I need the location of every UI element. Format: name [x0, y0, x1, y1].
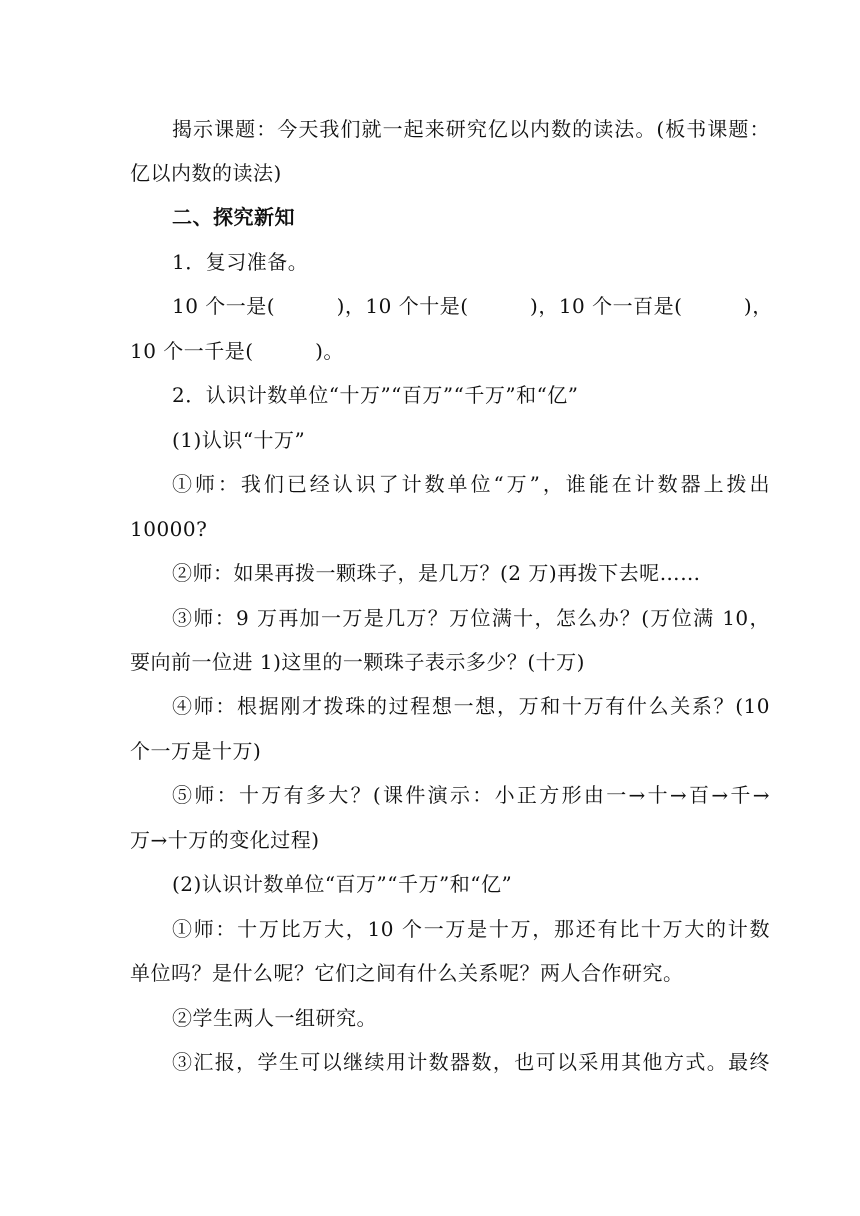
section-heading-explore: 二、探究新知 [172, 205, 295, 229]
larger-units-item-1-cont: 单位吗？是什么呢？它们之间有什么关系呢？两人合作研究。 [130, 961, 684, 985]
step-units-heading: 2．认识计数单位“十万”“百万”“千万”和“亿” [172, 383, 579, 407]
teacher-item-3-cont: 要向前一位进 1)这里的一颗珠子表示多少？(十万) [130, 650, 585, 674]
paragraph-reveal-topic-cont: 亿以内数的读法) [130, 161, 282, 185]
teacher-item-5-cont: 万→十万的变化过程) [130, 828, 320, 852]
larger-units-item-1: ①师：十万比万大，10 个一万是十万，那还有比十万大的计数 [172, 917, 770, 941]
teacher-item-4-cont: 个一万是十万) [130, 739, 262, 763]
review-question-line-cont: 10 个一千是( )。 [130, 339, 344, 363]
paragraph-reveal-topic: 揭示课题：今天我们就一起来研究亿以内数的读法。(板书课题： [172, 117, 770, 141]
review-question-line: 10 个一是( )，10 个十是( )，10 个一百是( )， [172, 294, 773, 318]
teacher-item-2: ②师：如果再拨一颗珠子，是几万？(2 万)再拨下去呢…… [172, 561, 701, 585]
step-review-heading: 1．复习准备。 [172, 250, 309, 274]
teacher-item-4: ④师：根据刚才拨珠的过程想一想，万和十万有什么关系？(10 [172, 694, 770, 718]
teacher-item-1-cont: 10000? [130, 517, 208, 541]
teacher-item-1: ①师：我们已经认识了计数单位“万”，谁能在计数器上拨出 [172, 472, 770, 496]
subsection-hundred-thousand: (1)认识“十万” [172, 428, 306, 452]
teacher-item-3: ③师：9 万再加一万是几万？万位满十，怎么办？(万位满 10， [172, 606, 770, 630]
larger-units-item-3: ③汇报，学生可以继续用计数器数，也可以采用其他方式。最终 [172, 1050, 770, 1074]
subsection-larger-units: (2)认识计数单位“百万”“千万”和“亿” [172, 872, 513, 896]
teacher-item-5: ⑤师：十万有多大？(课件演示：小正方形由一→十→百→千→ [172, 783, 770, 807]
larger-units-item-2: ②学生两人一组研究。 [172, 1006, 377, 1030]
